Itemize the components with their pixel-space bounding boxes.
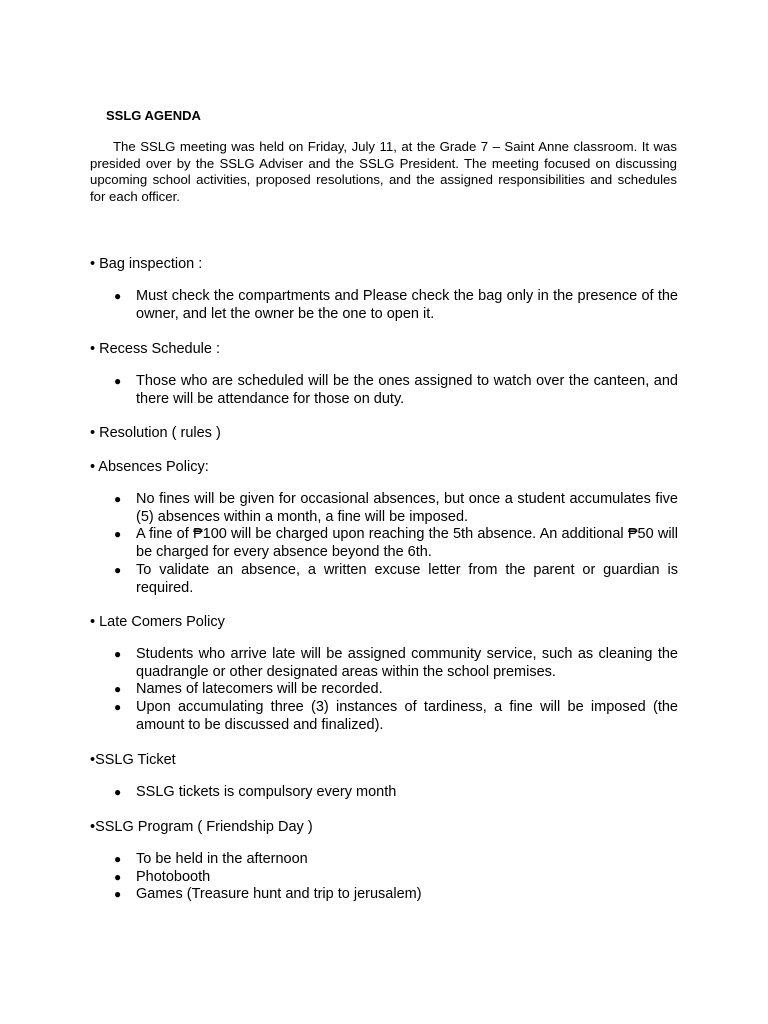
list-item [90,681,678,699]
intro-paragraph: The SSLG meeting was held on Friday, July 11, at the Grade 7 – Saint Anne classroom. It was presided over by the SSLG Adviser and the SSLG President. The meeting focused on discussing upcoming school activities, proposed resolutions, and the assigned responsibilities and schedules for each officer. [90,139,677,204]
bullet-icon: ● [114,562,122,577]
list-item [90,784,678,802]
list-item-text: To validate an absence, a written excuse letter from the parent or guardian is required. [136,561,678,596]
list-item-text: Those who are scheduled will be the ones assigned to watch over the canteen, and there will be attendance for those on duty. [136,373,678,407]
list-item [90,526,678,561]
list-item-text: No fines will be given for occasional absences, but once a student accumulates five (5) absences within a month, a fine will be imposed. [136,491,678,525]
list-item [90,288,678,323]
bullet-icon: ● [114,887,122,902]
section-title: •SSLG Ticket [90,752,176,768]
bullet-icon: ● [114,289,122,303]
list-item-text: Upon accumulating three (3) instances of tardiness, a fine will be imposed (the amount to be discussed and finalized). [136,699,678,733]
section-title: • Recess Schedule : [90,341,221,357]
list-item [90,562,678,597]
list-item [90,869,678,887]
list-item [90,646,678,681]
list-item [90,373,678,408]
list-item-text: To be held in the afternoon [136,851,308,867]
bullet-icon: ● [114,785,122,799]
bullet-icon: ● [114,682,122,697]
section-sslg-program [90,818,678,904]
section-title: •SSLG Program ( Friendship Day ) [90,819,313,835]
section-late-comers-policy [90,613,678,735]
list-item [90,851,678,869]
bullet-icon: ● [114,869,122,884]
section-title: • Late Comers Policy [90,614,225,630]
absences-policy-list [90,491,678,597]
list-item-text: Names of latecomers will be recorded. [136,681,383,698]
sslg-program-list [90,851,678,904]
sslg-ticket-list [90,784,678,802]
list-item [90,491,678,526]
bullet-icon: ● [114,374,122,388]
section-title: • Absences Policy: [90,459,209,475]
list-item-text: Games (Treasure hunt and trip to jerusalem) [136,886,422,903]
list-item-text: A fine of ₱100 will be charged upon reaching the 5th absence. An additional ₱50 will be charged for every absence beyond the 6th. [136,526,678,561]
agenda-title: SSLG AGENDA [106,108,201,123]
section-bag-inspection [90,255,678,323]
recess-schedule-list [90,373,678,408]
list-item [90,699,678,734]
section-sslg-ticket [90,751,678,802]
list-item-text: Students who arrive late will be assigned community service, such as cleaning the quadrangle or other designated areas within the school premises. [136,646,678,680]
bullet-icon: ● [114,492,122,506]
list-item-text: Must check the compartments and Please check the bag only in the presence of the owner, and let the owner be the one to open it. [136,288,678,322]
bullet-icon: ● [114,647,122,661]
bag-inspection-list [90,288,678,323]
late-comers-policy-list [90,646,678,735]
section-title: • Bag inspection : [90,256,203,272]
list-item-text: Photobooth [136,868,211,885]
section-recess-schedule [90,340,678,408]
bullet-icon: ● [114,527,122,542]
section-resolution [90,424,678,442]
bullet-icon: ● [114,852,122,866]
list-item-text: SSLG tickets is compulsory every month [136,784,397,800]
section-absences-policy [90,458,678,597]
section-title: • Resolution ( rules ) [90,425,221,441]
list-item [90,886,678,904]
bullet-icon: ● [114,700,122,715]
